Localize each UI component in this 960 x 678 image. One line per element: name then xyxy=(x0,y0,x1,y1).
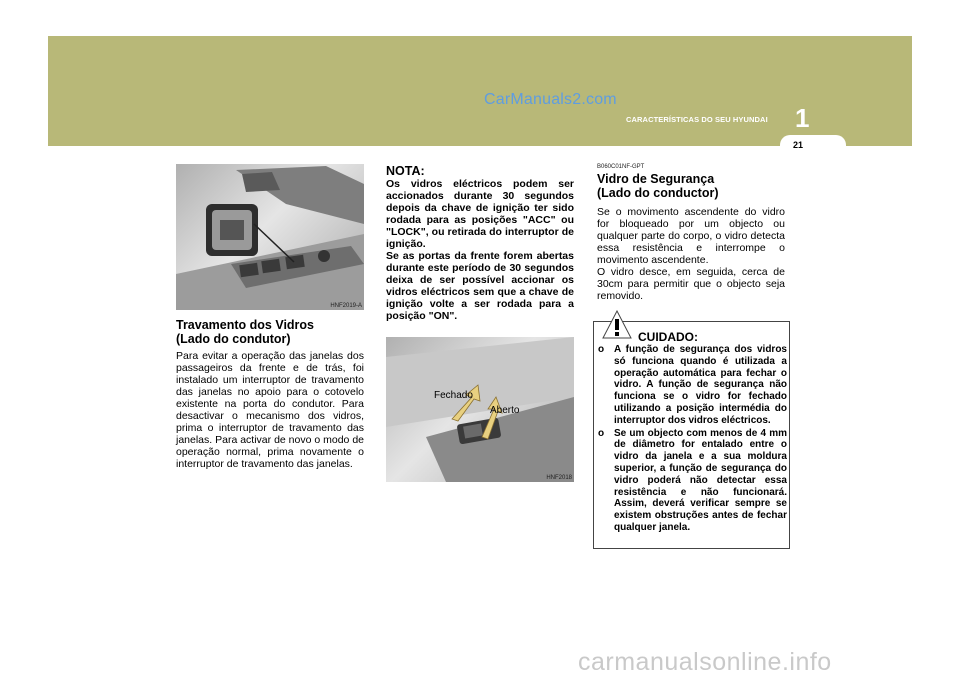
section-code: B060C01NF-GPT xyxy=(597,164,645,170)
switch-illustration xyxy=(386,337,574,482)
caution-box xyxy=(593,321,790,549)
right-heading-line2: (Lado do conductor) xyxy=(597,186,719,200)
door-panel-illustration xyxy=(176,164,364,310)
right-paragraph-2: O vidro desce, em seguida, cerca de 30cm para permitir que o objecto seja removido. xyxy=(597,266,785,302)
header-band xyxy=(48,36,912,146)
photo-code-middle: HNF2018 xyxy=(546,475,572,481)
label-open: Aberto xyxy=(490,405,520,416)
caution-item xyxy=(598,344,787,427)
window-lock-switch-photo xyxy=(176,164,364,310)
warning-icon xyxy=(602,310,632,340)
right-section-heading xyxy=(597,172,785,200)
page-number-tab xyxy=(780,135,846,157)
window-switch-photo xyxy=(386,337,574,482)
caution-bullet: o xyxy=(598,427,605,439)
left-body-text: Para evitar a operação das janelas dos passageiros da frente e de trás, foi instalado um interruptor de travamento das janelas no apoio para o cotovelo existente na porta do condutor. Para desactivar o mecanismo dos vidros, prima o interruptor de travamento das janelas. Para activar de novo o modo de operação normal, prima novamente o interruptor de travamento das janelas. xyxy=(176,350,364,470)
caution-item-text: Se um objecto com menos de 4 mm de diâmetro for entalado entre o vidro da janela e a sua moldura superior, a função de segurança do vidro poderá não detectar essa resistência e não funcionará. Assim, deverá verificar sempre se existem obstruções antes de fechar qualquer janela. xyxy=(614,427,787,533)
right-paragraph-1: Se o movimento ascendente do vidro for bloqueado por um objecto ou qualquer parte do corpo, o vidro detecta essa resistência e interrompe o movimento ascendente. xyxy=(597,206,785,266)
left-section-heading xyxy=(176,318,364,346)
caution-list xyxy=(598,344,787,535)
left-heading-line1: Travamento dos Vidros xyxy=(176,318,315,332)
left-heading-line2: (Lado do condutor) xyxy=(176,332,291,346)
footer-watermark: carmanualsonline.info xyxy=(578,648,832,676)
carmanuals-link[interactable]: CarManuals2.com xyxy=(484,91,617,108)
right-heading-line1: Vidro de Segurança xyxy=(597,172,715,186)
note-text xyxy=(386,178,574,322)
chapter-title: CARACTERÍSTICAS DO SEU HYUNDAI xyxy=(626,115,768,124)
caution-bullet: o xyxy=(598,344,605,355)
caution-title: CUIDADO: xyxy=(638,330,698,344)
caution-item xyxy=(598,428,787,534)
note-paragraph-2: Se as portas da frente forem abertas durante este período de 30 segundos deixa de ser possível accionar os vidros eléctricos sem que a chave de ignição volte a ser rodada para a posição "ON". xyxy=(386,250,574,322)
note-paragraph-1: Os vidros eléctricos podem ser accionados durante 30 segundos depois da chave de ignição ter sido rodada para as posições "ACC" ou "LOCK", ou retirada do interruptor de ignição. xyxy=(386,178,574,250)
chapter-number: 1 xyxy=(795,103,810,133)
right-body-text xyxy=(597,206,785,302)
caution-item-text: A função de segurança dos vidros só funciona quando é utilizada a operação automática para fechar o vidro. A função de segurança não funciona se o vidro for fechado utilizando a posição intermédia do interruptor dos vidros eléctricos. xyxy=(614,344,787,426)
note-title: NOTA: xyxy=(386,164,425,178)
photo-code-left: HNF2019-A xyxy=(330,303,362,309)
label-closed: Fechado xyxy=(434,390,473,401)
page-number: 21 xyxy=(793,140,804,150)
